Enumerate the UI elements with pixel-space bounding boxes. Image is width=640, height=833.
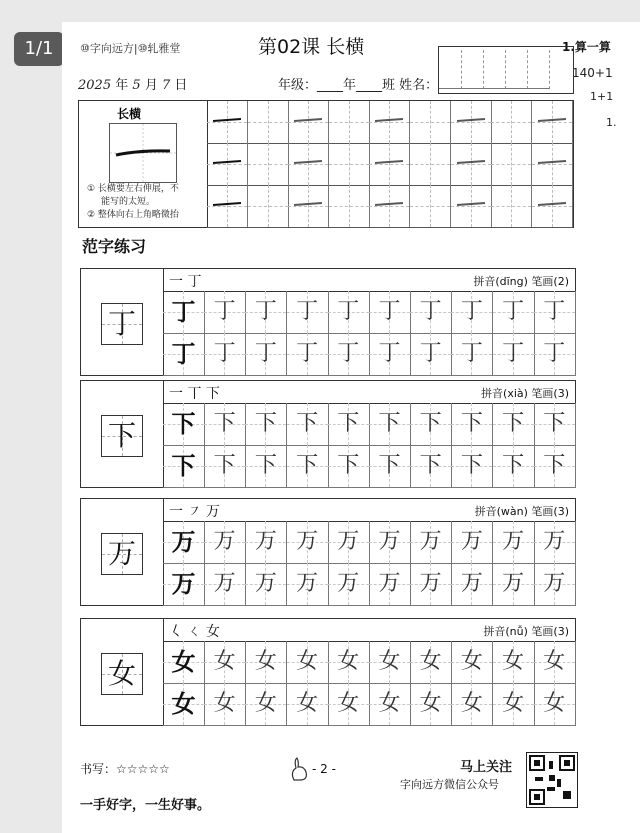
stroke-demo-figure [109, 123, 177, 183]
handwritten-practice-character: 万 [337, 529, 360, 554]
practice-cell[interactable] [451, 563, 493, 606]
handwritten-practice-character: 丁 [543, 299, 566, 324]
stroke-order-header [163, 499, 575, 522]
character-practice-row [163, 291, 575, 333]
handwritten-practice-character: 下 [378, 453, 401, 478]
practice-cell[interactable] [369, 521, 411, 564]
practice-cell[interactable] [245, 291, 287, 334]
practice-cell[interactable] [287, 333, 329, 376]
handwritten-practice-character: 万 [502, 571, 525, 596]
practice-cell[interactable] [410, 521, 452, 564]
character-practice-row [163, 521, 575, 563]
practice-cell[interactable] [204, 521, 246, 564]
stroke-practice-cell[interactable] [491, 185, 532, 227]
handwritten-practice-character: 女 [378, 691, 401, 716]
handwritten-practice-character: 丁 [296, 299, 319, 324]
practice-cell[interactable] [204, 403, 246, 446]
stroke-practice-cell[interactable] [410, 143, 451, 185]
handwritten-practice-character: 万 [502, 529, 525, 554]
handwritten-practice-character: 万 [543, 571, 566, 596]
handwritten-practice-character: 女 [543, 649, 566, 674]
handwritten-practice-character: 万 [254, 571, 277, 596]
handwritten-practice-character: 丁 [419, 299, 442, 324]
practice-cell[interactable] [163, 403, 205, 446]
practice-cell[interactable] [204, 641, 246, 684]
practice-cell[interactable] [534, 521, 576, 564]
handwritten-practice-character: 下 [543, 411, 566, 436]
handwritten-practice-character: 丁 [502, 341, 525, 366]
stroke-practice-row [207, 101, 573, 144]
practice-cell[interactable] [493, 563, 535, 606]
practice-cell[interactable] [287, 445, 329, 488]
handwritten-practice-character: 下 [419, 453, 442, 478]
practice-cell[interactable] [493, 333, 535, 376]
handwritten-practice-character: 丁 [337, 299, 360, 324]
practice-cell[interactable] [410, 683, 452, 726]
practice-cell[interactable] [245, 641, 287, 684]
model-character: 女 [107, 657, 136, 690]
practice-cell[interactable] [163, 445, 205, 488]
pinyin-stroke-count: 拼音(nǚ) 笔画(3) [483, 625, 569, 638]
date-year: 2025 [78, 78, 112, 93]
practice-cell[interactable] [451, 445, 493, 488]
worksheet-page [62, 22, 640, 833]
practice-cell[interactable] [163, 291, 205, 334]
model-character: 下 [107, 419, 136, 452]
stroke-order-sequence: 一 ㇇ 万 [169, 504, 220, 520]
character-practice-row [163, 641, 575, 683]
model-practice-character: 丁 [171, 298, 196, 326]
date-day: 7 [161, 78, 171, 93]
model-character: 万 [107, 537, 136, 570]
stroke-practice-cell[interactable] [410, 185, 451, 227]
handwritten-practice-character: 下 [502, 453, 525, 478]
handwritten-practice-character: 下 [213, 453, 236, 478]
handwritten-practice-character: 丁 [296, 341, 319, 366]
lesson-title: 第02课 长横 [258, 36, 365, 58]
handwritten-practice-character: 丁 [460, 341, 483, 366]
handwritten-practice-character: 万 [460, 529, 483, 554]
cropped-side-text: 1.算一算 [562, 40, 611, 54]
practice-cell[interactable] [287, 403, 329, 446]
handwritten-practice-character: 女 [460, 649, 483, 674]
practice-cell[interactable] [163, 641, 205, 684]
practice-cell[interactable] [328, 403, 370, 446]
model-character-column [81, 269, 164, 375]
handwritten-practice-character: 万 [296, 529, 319, 554]
handwritten-practice-character: 下 [296, 411, 319, 436]
stroke-practice-grid [207, 101, 573, 227]
motto-text: 一手好字，一生好事。 [80, 798, 211, 813]
practice-cell[interactable] [204, 291, 246, 334]
practice-cell[interactable] [451, 291, 493, 334]
character-practice-row [163, 333, 575, 375]
handwritten-practice-character: 丁 [543, 341, 566, 366]
stroke-practice-cell[interactable] [207, 143, 248, 185]
pinyin-stroke-count: 拼音(dīng) 笔画(2) [473, 275, 569, 288]
practice-cell[interactable] [328, 521, 370, 564]
demo-note-2: 能写的太短。 [101, 197, 156, 207]
date-day-label: 日 [174, 78, 188, 93]
practice-cell[interactable] [163, 333, 205, 376]
handwritten-practice-character: 万 [419, 571, 442, 596]
stroke-order-header [163, 619, 575, 642]
character-practice-row [163, 403, 575, 445]
model-practice-character: 万 [171, 528, 196, 556]
handwritten-practice-character: 女 [502, 691, 525, 716]
model-practice-character: 万 [171, 570, 196, 598]
character-practice-row [163, 683, 575, 725]
practice-cell[interactable] [287, 291, 329, 334]
practice-cell[interactable] [245, 403, 287, 446]
practice-cell[interactable] [245, 333, 287, 376]
follow-title: 马上关注 [460, 760, 513, 775]
practice-cell[interactable] [369, 403, 411, 446]
date-line [78, 74, 187, 93]
handwritten-practice-character: 女 [460, 691, 483, 716]
model-practice-character: 丁 [171, 340, 196, 368]
handwritten-practice-character: 下 [296, 453, 319, 478]
handwritten-practice-character: 丁 [378, 341, 401, 366]
model-character: 丁 [107, 307, 136, 340]
handwritten-practice-character: 女 [543, 691, 566, 716]
practice-cell[interactable] [493, 403, 535, 446]
model-practice-character: 下 [171, 452, 196, 480]
date-year-label: 年 [115, 78, 129, 93]
practice-cell[interactable] [163, 521, 205, 564]
character-practice-row [163, 563, 575, 605]
practice-cell[interactable] [328, 333, 370, 376]
model-character-box [101, 533, 143, 575]
handwritten-practice-character: 万 [378, 571, 401, 596]
handwritten-practice-character: 丁 [254, 299, 277, 324]
practice-cell[interactable] [451, 683, 493, 726]
stroke-practice-cell[interactable] [207, 185, 248, 227]
stroke-practice-cell[interactable] [288, 143, 329, 185]
stroke-practice-cell[interactable] [288, 185, 329, 227]
practice-cell[interactable] [204, 683, 246, 726]
handwritten-practice-character: 万 [419, 529, 442, 554]
practice-cell[interactable] [369, 563, 411, 606]
handwritten-practice-character: 女 [254, 649, 277, 674]
handwritten-practice-character: 丁 [378, 299, 401, 324]
stroke-practice-cell[interactable] [329, 143, 370, 185]
handwritten-practice-character: 下 [254, 411, 277, 436]
stroke-practice-cell[interactable] [329, 185, 370, 227]
practice-cell[interactable] [410, 291, 452, 334]
character-practice-block [80, 618, 576, 726]
handwritten-practice-character: 丁 [213, 299, 236, 324]
page-indicator-badge: 1/1 [14, 32, 64, 66]
date-month-label: 月 [144, 78, 158, 93]
stroke-demo-panel [79, 101, 208, 227]
stroke-demo-section [78, 100, 574, 228]
practice-cell[interactable] [451, 333, 493, 376]
practice-cell[interactable] [163, 563, 205, 606]
practice-cell[interactable] [493, 683, 535, 726]
model-character-box [101, 303, 143, 345]
model-character-column [81, 619, 164, 725]
stroke-practice-cell[interactable] [369, 143, 410, 185]
stroke-order-sequence: 𡿨 ㄑ 女 [169, 624, 220, 640]
practice-cell[interactable] [287, 683, 329, 726]
stroke-practice-cell[interactable] [329, 101, 370, 143]
model-character-box [101, 415, 143, 457]
practice-cell[interactable] [328, 683, 370, 726]
handwritten-practice-character: 万 [337, 571, 360, 596]
practice-cell[interactable] [369, 333, 411, 376]
handwritten-practice-character: 女 [337, 691, 360, 716]
character-practice-block [80, 268, 576, 376]
handwritten-practice-character: 下 [378, 411, 401, 436]
stroke-order-header [163, 269, 575, 292]
handwritten-practice-character: 下 [254, 453, 277, 478]
practice-cell[interactable] [410, 641, 452, 684]
grade-class-name-line: 年级：____年____班 姓名： [278, 78, 439, 93]
brand-logo-text: ⑩字向远方|⑩轧雅堂 [80, 42, 181, 55]
handwritten-practice-character: 女 [378, 649, 401, 674]
model-practice-character: 女 [171, 648, 196, 676]
handwritten-practice-character: 女 [296, 691, 319, 716]
model-character-column [81, 381, 164, 487]
practice-cell[interactable] [493, 445, 535, 488]
model-practice-character: 下 [171, 410, 196, 438]
handwritten-practice-character: 万 [213, 529, 236, 554]
handwritten-practice-character: 女 [419, 691, 442, 716]
handwritten-practice-character: 女 [254, 691, 277, 716]
practice-cell[interactable] [451, 641, 493, 684]
practice-cell[interactable] [410, 333, 452, 376]
stroke-practice-cell[interactable] [532, 143, 573, 185]
follow-subtitle: 字向远方微信公众号 [400, 778, 499, 791]
long-horizontal-stroke-figure [110, 124, 176, 182]
practice-cell[interactable] [534, 563, 576, 606]
handwritten-practice-character: 女 [213, 691, 236, 716]
handwritten-practice-character: 下 [337, 453, 360, 478]
practice-cell[interactable] [493, 641, 535, 684]
cropped-side-text-3: 1+1 [590, 90, 614, 103]
handwritten-practice-character: 女 [337, 649, 360, 674]
stroke-practice-row [207, 185, 573, 228]
stroke-practice-cell[interactable] [532, 101, 573, 143]
page-number: - 2 - [312, 762, 336, 776]
practice-cell[interactable] [245, 521, 287, 564]
handwritten-practice-character: 丁 [337, 341, 360, 366]
practice-cell[interactable] [534, 445, 576, 488]
stroke-practice-cell[interactable] [369, 101, 410, 143]
character-practice-block [80, 498, 576, 606]
practice-cell[interactable] [369, 683, 411, 726]
practice-cell[interactable] [204, 445, 246, 488]
character-practice-block [80, 380, 576, 488]
writing-rating: 书写：☆☆☆☆☆ [80, 762, 170, 776]
handwritten-practice-character: 女 [419, 649, 442, 674]
handwritten-practice-character: 万 [296, 571, 319, 596]
handwritten-practice-character: 女 [296, 649, 319, 674]
stroke-practice-cell[interactable] [532, 185, 573, 227]
name-box [438, 46, 574, 94]
handwritten-practice-character: 下 [419, 411, 442, 436]
practice-cell[interactable] [204, 563, 246, 606]
character-practice-row [163, 445, 575, 487]
model-practice-character: 女 [171, 690, 196, 718]
stroke-practice-cell[interactable] [248, 101, 289, 143]
practice-cell[interactable] [410, 445, 452, 488]
stroke-practice-cell[interactable] [369, 185, 410, 227]
practice-cell[interactable] [493, 521, 535, 564]
practice-cell[interactable] [410, 403, 452, 446]
practice-cell[interactable] [328, 563, 370, 606]
section-title: 范字练习 [82, 237, 147, 256]
handwritten-practice-character: 下 [460, 411, 483, 436]
cropped-side-text-2: 140+1 [572, 66, 613, 80]
stroke-practice-cell[interactable] [248, 143, 289, 185]
practice-cell[interactable] [534, 641, 576, 684]
pinyin-stroke-count: 拼音(wàn) 笔画(3) [474, 505, 569, 518]
stroke-practice-cell[interactable] [451, 185, 492, 227]
practice-cell[interactable] [451, 521, 493, 564]
practice-cell[interactable] [410, 563, 452, 606]
handwritten-practice-character: 女 [502, 649, 525, 674]
stroke-practice-cell[interactable] [491, 143, 532, 185]
practice-cell[interactable] [534, 403, 576, 446]
pinyin-stroke-count: 拼音(xià) 笔画(3) [481, 387, 569, 400]
practice-cell[interactable] [369, 291, 411, 334]
practice-cell[interactable] [163, 683, 205, 726]
practice-cell[interactable] [451, 403, 493, 446]
practice-cell[interactable] [328, 445, 370, 488]
handwritten-practice-character: 下 [502, 411, 525, 436]
handwritten-practice-character: 丁 [419, 341, 442, 366]
handwritten-practice-character: 万 [460, 571, 483, 596]
practice-cell[interactable] [493, 291, 535, 334]
stroke-practice-cell[interactable] [410, 101, 451, 143]
stroke-practice-cell[interactable] [491, 101, 532, 143]
practice-cell[interactable] [369, 641, 411, 684]
stroke-order-sequence: 一 丁 [169, 274, 202, 290]
handwritten-practice-character: 万 [543, 529, 566, 554]
practice-cell[interactable] [369, 445, 411, 488]
handwritten-practice-character: 万 [378, 529, 401, 554]
stroke-practice-cell[interactable] [207, 101, 248, 143]
model-character-box [101, 653, 143, 695]
stroke-demo-title: 长横 [117, 107, 142, 121]
stroke-practice-cell[interactable] [288, 101, 329, 143]
handwritten-practice-character: 女 [213, 649, 236, 674]
handwritten-practice-character: 丁 [460, 299, 483, 324]
stroke-order-sequence: 一 丅 下 [169, 386, 220, 402]
practice-cell[interactable] [287, 641, 329, 684]
date-month: 5 [132, 78, 141, 93]
handwritten-practice-character: 下 [337, 411, 360, 436]
handwritten-practice-character: 下 [543, 453, 566, 478]
practice-cell[interactable] [328, 641, 370, 684]
practice-cell[interactable] [534, 333, 576, 376]
practice-cell[interactable] [328, 291, 370, 334]
handwritten-practice-character: 万 [254, 529, 277, 554]
stroke-practice-cell[interactable] [451, 143, 492, 185]
practice-cell[interactable] [204, 333, 246, 376]
practice-cell[interactable] [534, 683, 576, 726]
practice-cell[interactable] [245, 445, 287, 488]
stroke-practice-row [207, 143, 573, 186]
stroke-practice-cell[interactable] [451, 101, 492, 143]
practice-cell[interactable] [245, 563, 287, 606]
model-character-column [81, 499, 164, 605]
handwritten-practice-character: 丁 [502, 299, 525, 324]
qr-code-icon [526, 752, 578, 808]
handwritten-practice-character: 丁 [213, 341, 236, 366]
cropped-side-text-4: 1. [606, 116, 617, 129]
rabbit-icon [288, 756, 310, 782]
handwritten-practice-character: 丁 [254, 341, 277, 366]
demo-note-1: ① 长横要左右伸展，不 [87, 184, 179, 194]
handwritten-practice-character: 万 [213, 571, 236, 596]
practice-cell[interactable] [245, 683, 287, 726]
practice-cell[interactable] [534, 291, 576, 334]
demo-note-3: ② 整体向右上角略微抬 [87, 210, 179, 220]
practice-cell[interactable] [287, 521, 329, 564]
stroke-practice-cell[interactable] [248, 185, 289, 227]
practice-cell[interactable] [287, 563, 329, 606]
handwritten-practice-character: 下 [213, 411, 236, 436]
stroke-order-header [163, 381, 575, 404]
handwritten-practice-character: 下 [460, 453, 483, 478]
